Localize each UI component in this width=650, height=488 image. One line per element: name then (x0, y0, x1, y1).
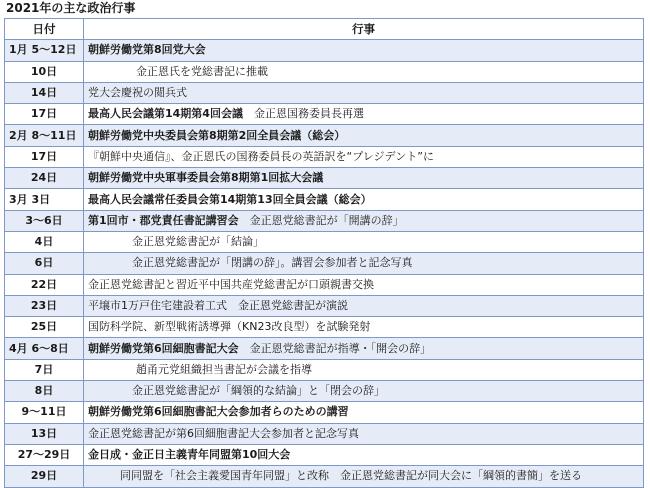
row-date: 3月 3日 (5, 189, 84, 210)
row-event: 金正恩党総書記が第6回細胞書記大会参加者と記念写真 (84, 423, 644, 444)
table-row (5, 231, 644, 252)
row-date: 29日 (5, 466, 84, 487)
row-event: 金正恩党総書記と習近平中国共産党総書記が口頭親書交換 (84, 274, 644, 295)
row-date: 23日 (5, 295, 84, 316)
row-date: 24日 (5, 168, 84, 189)
row-event: 金正恩氏を党総書記に推載 (84, 61, 644, 82)
row-date: 25日 (5, 317, 84, 338)
row-event-note: 金正恩党総書記が指導・「開会の辞」 (238, 341, 432, 355)
row-event-note: 金正恩国務委員長再選 (242, 107, 364, 121)
table-header-row (5, 19, 644, 40)
table-row (5, 189, 644, 210)
table-row (5, 82, 644, 103)
row-event-note: 金正恩党総書記が「開講の辞」 (238, 213, 404, 227)
row-event-main: 朝鮮労働党第6回細胞書記大会 (88, 341, 239, 355)
row-event: 『朝鮮中央通信』、金正恩氏の国務委員長の英語訳を“プレジデント”に (84, 146, 644, 167)
row-event: 趙甬元党組織担当書記が会議を指導 (84, 359, 644, 380)
table-row (5, 40, 644, 61)
row-event: 金正恩党総書記が「綱領的な結論」と「閉会の辞」 (84, 381, 644, 402)
table-row (5, 359, 644, 380)
table-row (5, 210, 644, 231)
table-row (5, 444, 644, 465)
table-row (5, 146, 644, 167)
table-row (5, 61, 644, 82)
row-date: 27～29日 (5, 444, 84, 465)
row-event: 朝鮮労働党中央委員会第8期第2回全員会議（総会） (84, 125, 644, 146)
table-row (5, 317, 644, 338)
events-table (4, 18, 644, 488)
table-row (5, 402, 644, 423)
row-event: 平壌市1万戸住宅建設着工式 金正恩党総書記が演説 (84, 295, 644, 316)
row-date: 13日 (5, 423, 84, 444)
row-event: 同同盟を「社会主義愛国青年同盟」と改称 金正恩党総書記が同大会に「綱領的書簡」を送る (84, 466, 644, 487)
row-date: 4日 (5, 231, 84, 252)
row-event: 国防科学院、新型戦術誘導弾（KN23改良型）を試験発射 (84, 317, 644, 338)
row-date: 10日 (5, 61, 84, 82)
row-date: 6日 (5, 253, 84, 274)
row-date: 2月 8～11日 (5, 125, 84, 146)
row-event: 最高人民会議常任委員会第14期第13回全員会議（総会） (84, 189, 644, 210)
row-event: 党大会慶祝の閲兵式 (84, 82, 644, 103)
table-row (5, 466, 644, 487)
row-event (84, 210, 644, 231)
row-date: 22日 (5, 274, 84, 295)
table-row (5, 295, 644, 316)
row-event: 金正恩党総書記が「結論」 (84, 231, 644, 252)
row-date: 7日 (5, 359, 84, 380)
table-row (5, 338, 644, 359)
row-date: 17日 (5, 146, 84, 167)
table-row (5, 381, 644, 402)
date-column-header: 日付 (5, 19, 84, 40)
table-row (5, 274, 644, 295)
row-event-main: 第1回市・郡党責任書記講習会 (88, 213, 239, 227)
table-row (5, 253, 644, 274)
row-date: 4月 6～8日 (5, 338, 84, 359)
row-event (84, 104, 644, 125)
row-date: 9～11日 (5, 402, 84, 423)
table-row (5, 168, 644, 189)
row-event: 金正恩党総書記が「閉講の辞」。講習会参加者と記念写真 (84, 253, 644, 274)
table-caption: 2021年の主な政治行事 (6, 1, 136, 15)
table-row (5, 104, 644, 125)
row-event: 朝鮮労働党中央軍事委員会第8期第1回拡大会議 (84, 168, 644, 189)
row-date: 1月 5～12日 (5, 40, 84, 61)
row-date: 8日 (5, 381, 84, 402)
row-event: 朝鮮労働党第8回党大会 (84, 40, 644, 61)
row-event-main: 最高人民会議第14期第4回会議 (88, 107, 243, 121)
row-date: 17日 (5, 104, 84, 125)
row-event: 朝鮮労働党第6回細胞書記大会参加者らのための講習 (84, 402, 644, 423)
row-date: 3～6日 (5, 210, 84, 231)
row-event: 金日成・金正日主義青年同盟第10回大会 (84, 444, 644, 465)
table-row (5, 125, 644, 146)
event-column-header: 行事 (84, 19, 644, 40)
row-date: 14日 (5, 82, 84, 103)
table-row (5, 423, 644, 444)
row-event (84, 338, 644, 359)
